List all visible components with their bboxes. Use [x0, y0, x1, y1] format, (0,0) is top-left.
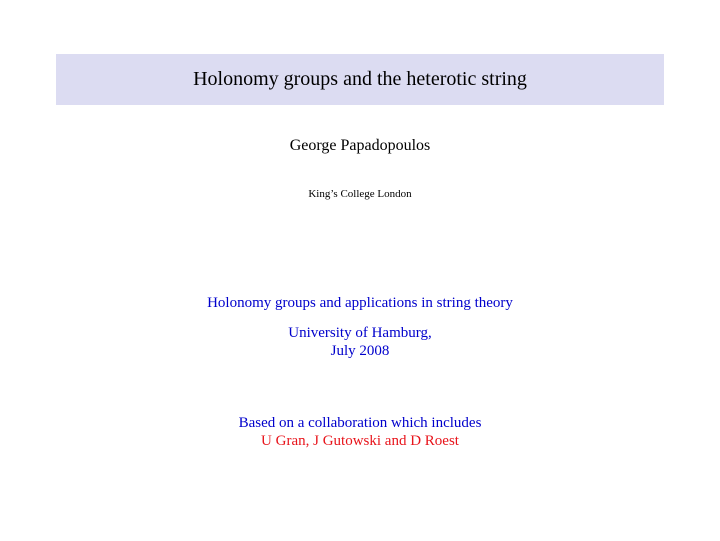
author-name: George Papadopoulos [289, 137, 431, 154]
conference-name: Holonomy groups and applications in string theory [207, 295, 513, 311]
title-banner [56, 54, 664, 105]
author-affiliation: King’s College London [308, 188, 412, 200]
collaboration-intro: Based on a collaboration which includes [238, 415, 482, 431]
collaborator-names: U Gran, J Gutowski and D Roest [261, 433, 459, 449]
slide-title: Holonomy groups and the heterotic string [193, 68, 527, 90]
conference-place: University of Hamburg, [288, 325, 432, 341]
conference-date: July 2008 [330, 343, 390, 359]
